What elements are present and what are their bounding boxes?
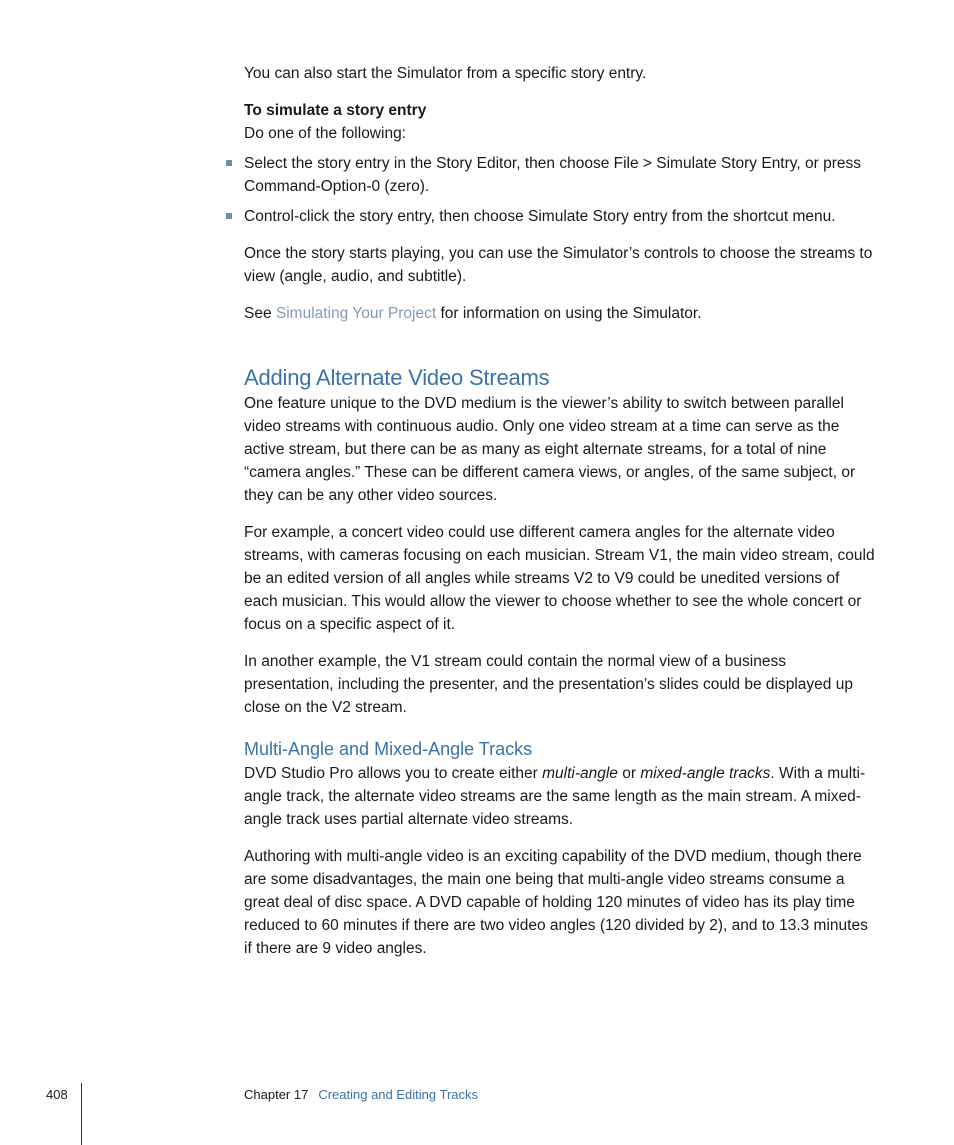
footer-divider bbox=[81, 1083, 82, 1145]
sub-p1-a: DVD Studio Pro allows you to create either bbox=[244, 765, 543, 782]
sub-p1-c: . With a multi-angle track, the alternate video streams are the same length as the main stream. A mixed-angle track uses partial alternate video streams. bbox=[244, 765, 866, 828]
bullet-marker-2 bbox=[226, 213, 232, 219]
chapter-label: Chapter 17 bbox=[244, 1087, 309, 1102]
sub-p1-em1: multi-angle bbox=[542, 765, 618, 782]
section-paragraph-2: For example, a concert video could use different camera angles for the alternate video streams, with cameras focusing on each musician. Stream V1, the main video stream, could be an edited version of all angles while streams V2 to V9 could be unedited versions of each musician. This would allow the viewer to choose whether to see the whole concert or focus on a specific aspect of it. bbox=[244, 524, 875, 633]
section-paragraph-1: One feature unique to the DVD medium is the viewer’s ability to switch between parallel video streams with continuous audio. Only one video stream at a time can serve as the active stream, but there can be as many as eight alternate streams, for a total of nine “camera angles.” These can be different camera views, or angles, of the same subject, or they can be any other video sources. bbox=[244, 395, 856, 504]
sub-p1-b: or bbox=[617, 765, 641, 782]
section-paragraph-3: In another example, the V1 stream could contain the normal view of a business presentation, including the presenter, and the presentation’s slides could be displayed up close on the V2 stream. bbox=[244, 653, 853, 716]
page-number: 408 bbox=[46, 1087, 68, 1102]
bullet-item-1: Select the story entry in the Story Editor, then choose File > Simulate Story Entry, or press Command-Option-0 (zero). bbox=[244, 155, 861, 195]
after-bullets-paragraph: Once the story starts playing, you can use the Simulator’s controls to choose the streams to view (angle, audio, and subtitle). bbox=[244, 245, 873, 285]
footer-chapter bbox=[244, 1087, 478, 1102]
subsection-paragraph-1 bbox=[244, 762, 876, 831]
section-title: Adding Alternate Video Streams bbox=[244, 365, 550, 390]
simulating-your-project-link[interactable]: Simulating Your Project bbox=[275, 305, 437, 322]
sub-p1-em2: mixed-angle tracks bbox=[640, 765, 771, 782]
subsection-title: Multi-Angle and Mixed-Angle Tracks bbox=[244, 739, 533, 759]
subsection-paragraph-2: Authoring with multi-angle video is an exciting capability of the DVD medium, though there are some disadvantages, the main one being that multi-angle video streams consume a great deal of disc space. A DVD capable of holding 120 minutes of video has its play time reduced to 60 minutes if there are two video angles (120 divided by 2), and to 13.3 minutes if there are 9 video angles. bbox=[244, 848, 868, 957]
task-heading: To simulate a story entry bbox=[244, 102, 427, 119]
task-lead: Do one of the following: bbox=[244, 125, 406, 142]
see-prefix: See bbox=[244, 305, 276, 322]
see-also-paragraph bbox=[244, 302, 876, 325]
see-suffix: for information on using the Simulator. bbox=[436, 305, 702, 322]
bullet-item-2: Control-click the story entry, then choose Simulate Story entry from the shortcut menu. bbox=[244, 208, 836, 225]
chapter-title-link[interactable]: Creating and Editing Tracks bbox=[318, 1087, 479, 1102]
bullet-marker-1 bbox=[226, 160, 232, 166]
intro-paragraph: You can also start the Simulator from a specific story entry. bbox=[244, 65, 647, 82]
